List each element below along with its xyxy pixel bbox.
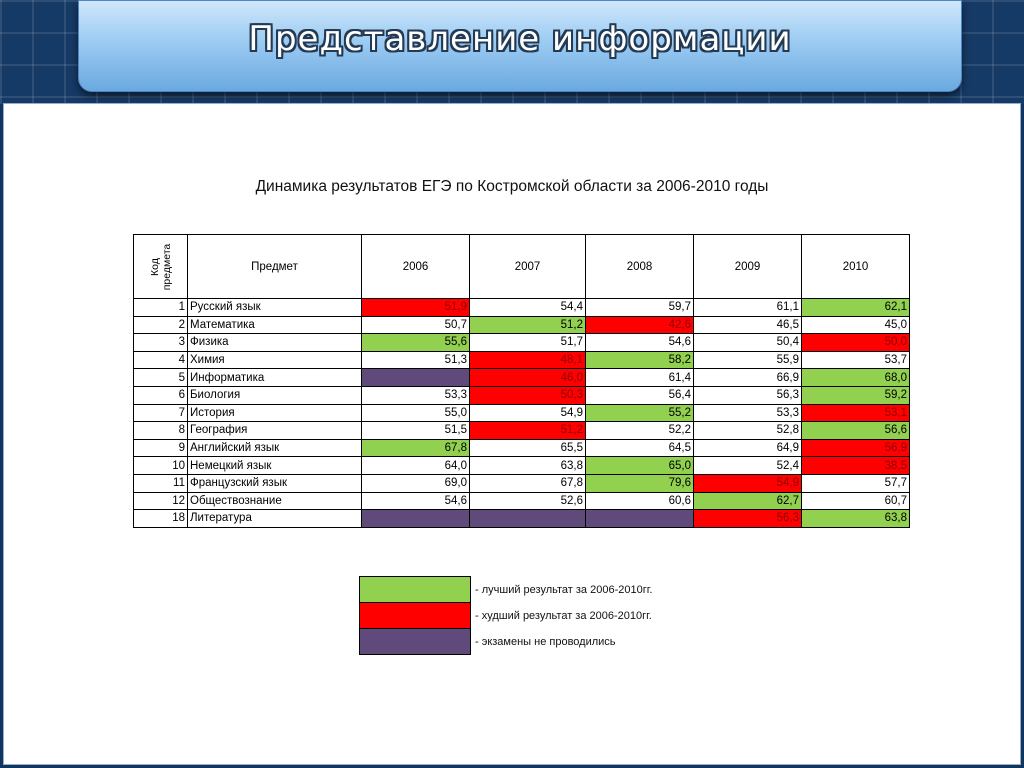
score-cell: 54,6 [362,492,470,510]
score-cell: 55,2 [586,404,694,422]
header-year: 2008 [586,235,694,299]
subject-name: Английский язык [188,439,362,457]
score-cell: 63,8 [802,510,910,528]
score-cell: 60,6 [586,492,694,510]
score-cell: 38,5 [802,457,910,475]
score-cell: 51,9 [362,299,470,317]
score-cell: 53,7 [802,351,910,369]
score-cell: 67,8 [470,474,586,492]
score-cell: 48,1 [470,351,586,369]
subject-code: 8 [134,422,188,440]
score-cell: 57,7 [802,474,910,492]
table-row [134,334,910,352]
header-year: 2006 [362,235,470,299]
slide-content [3,103,1021,765]
subject-code: 7 [134,404,188,422]
subject-code: 6 [134,386,188,404]
table-row [134,369,910,387]
title-banner [78,0,962,92]
score-cell: 65,0 [586,457,694,475]
score-cell: 56,4 [586,386,694,404]
table-row [134,510,910,528]
subject-code: 11 [134,474,188,492]
score-cell: 52,4 [694,457,802,475]
subject-code: 4 [134,351,188,369]
legend-swatch [360,629,471,655]
table-row [134,439,910,457]
score-cell: 56,6 [802,422,910,440]
score-cell: 50,7 [362,316,470,334]
subject-code: 5 [134,369,188,387]
score-cell: 52,2 [586,422,694,440]
score-cell: 51,2 [470,422,586,440]
legend-item [360,577,717,603]
subject-name: Биология [188,386,362,404]
score-cell: 54,9 [694,474,802,492]
score-cell: 53,1 [802,404,910,422]
score-cell: 56,3 [694,510,802,528]
score-cell: 79,6 [586,474,694,492]
subject-name: Химия [188,351,362,369]
score-cell: 64,0 [362,457,470,475]
score-cell: 60,7 [802,492,910,510]
score-cell: 55,0 [362,404,470,422]
header-code-label: Код предмета [148,243,173,290]
score-cell [586,510,694,528]
subject-name: Информатика [188,369,362,387]
results-table [133,234,910,528]
score-cell: 59,2 [802,386,910,404]
score-cell: 69,0 [362,474,470,492]
score-cell: 46,5 [694,316,802,334]
legend [359,576,717,655]
subject-name: Немецкий язык [188,457,362,475]
score-cell: 58,2 [586,351,694,369]
score-cell: 55,9 [694,351,802,369]
table-row [134,316,910,334]
subject-name: География [188,422,362,440]
score-cell: 50,4 [694,334,802,352]
subject-code: 2 [134,316,188,334]
table-header-row [134,235,910,299]
subject-name: Русский язык [188,299,362,317]
subject-code: 12 [134,492,188,510]
table-row [134,474,910,492]
table-row [134,457,910,475]
score-cell: 54,9 [470,404,586,422]
score-cell: 67,8 [362,439,470,457]
score-cell: 52,6 [470,492,586,510]
subject-name: Французский язык [188,474,362,492]
subject-name: Математика [188,316,362,334]
score-cell: 46,0 [470,369,586,387]
legend-label: - экзамены не проводились [475,635,616,648]
score-cell: 68,0 [802,369,910,387]
score-cell: 63,8 [470,457,586,475]
score-cell [362,369,470,387]
score-cell: 54,4 [470,299,586,317]
score-cell: 56,9 [802,439,910,457]
subject-name: Литература [188,510,362,528]
legend-item [360,629,717,655]
score-cell: 50,0 [802,334,910,352]
table-row [134,351,910,369]
legend-swatch [360,577,471,603]
table-row [134,492,910,510]
subject-name: Физика [188,334,362,352]
header-year: 2007 [470,235,586,299]
score-cell: 54,6 [586,334,694,352]
subject-code: 10 [134,457,188,475]
score-cell: 52,8 [694,422,802,440]
subject-name: История [188,404,362,422]
score-cell: 45,0 [802,316,910,334]
score-cell: 51,5 [362,422,470,440]
table-row [134,404,910,422]
score-cell: 62,1 [802,299,910,317]
header-year: 2009 [694,235,802,299]
score-cell: 55,6 [362,334,470,352]
score-cell: 51,2 [470,316,586,334]
legend-swatch [360,603,471,629]
score-cell: 61,1 [694,299,802,317]
subject-code: 18 [134,510,188,528]
page-title: Представление информации [248,19,792,59]
header-subject: Предмет [188,235,362,299]
table-row [134,422,910,440]
legend-label: - худший результат за 2006-2010гг. [475,609,652,622]
score-cell: 64,5 [586,439,694,457]
table-caption: Динамика результатов ЕГЭ по Костромской области за 2006-2010 годы [255,178,769,195]
score-cell: 53,3 [694,404,802,422]
score-cell: 65,5 [470,439,586,457]
score-cell [362,510,470,528]
table-row [134,386,910,404]
legend-item [360,603,717,629]
subject-code: 1 [134,299,188,317]
score-cell: 66,9 [694,369,802,387]
header-code [134,235,188,299]
score-cell: 51,3 [362,351,470,369]
score-cell [470,510,586,528]
score-cell: 53,3 [362,386,470,404]
legend-label: - лучший результат за 2006-2010гг. [475,583,653,596]
score-cell: 59,7 [586,299,694,317]
subject-name: Обществознание [188,492,362,510]
score-cell: 64,9 [694,439,802,457]
score-cell: 56,3 [694,386,802,404]
score-cell: 42,6 [586,316,694,334]
score-cell: 61,4 [586,369,694,387]
score-cell: 62,7 [694,492,802,510]
score-cell: 51,7 [470,334,586,352]
table-row [134,299,910,317]
subject-code: 3 [134,334,188,352]
subject-code: 9 [134,439,188,457]
header-year: 2010 [802,235,910,299]
score-cell: 50,3 [470,386,586,404]
